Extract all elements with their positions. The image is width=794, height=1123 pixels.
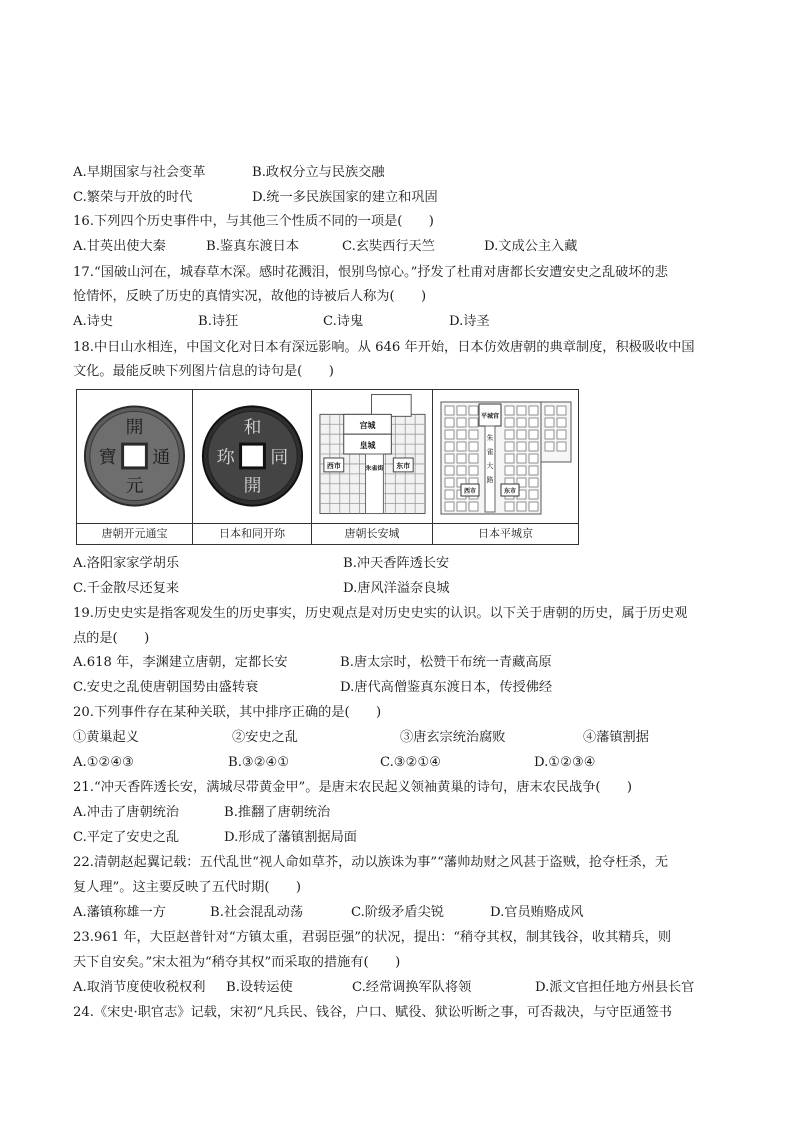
- q19-stem-line1: 19.历史史实是指客观发生的历史事实，历史观点是对历史史实的认识。以下关于唐朝的历史，属于历史观: [73, 606, 688, 621]
- q16-option-b: B.鉴真东渡日本: [206, 239, 300, 254]
- caption-changan: 唐朝长安城: [312, 523, 432, 544]
- changan-label-east-market: 东市: [396, 460, 411, 470]
- q15-option-d: D.统一多民族国家的建立和巩固: [252, 190, 438, 205]
- q20-item-2: ②安史之乱: [232, 730, 298, 745]
- figure-panel-heijo: [433, 390, 578, 544]
- q19-option-b: B.唐太宗时，松赞干布统一青藏高原: [340, 655, 552, 670]
- q23-option-a: A.取消节度使收税权利: [73, 980, 206, 995]
- coin2-char-left: 珎: [216, 446, 235, 468]
- caption-wado: 日本和同开珎: [193, 523, 311, 544]
- wado-coin-image: [193, 390, 311, 524]
- q24-stem-line1: 24.《宋史·职官志》记载，宋初“凡兵民、钱谷，户口、赋役、狱讼听断之事，可否裁决，与守臣通签书: [73, 1005, 672, 1020]
- heijo-map-image: [433, 390, 578, 524]
- q16-option-a: A.甘英出使大秦: [73, 239, 166, 254]
- heijo-label-west-market: 西市: [463, 488, 477, 495]
- coin1-char-left: 寶: [98, 446, 117, 468]
- q15-option-c: C.繁荣与开放的时代: [73, 190, 193, 205]
- q20-option-d: D.①②③④: [534, 755, 596, 770]
- q17-stem-line2: 怆情怀，反映了历史的真情实况，故他的诗被后人称为( ): [73, 289, 427, 304]
- coin2-char-top: 和: [243, 417, 262, 439]
- heijo-label-da: 大: [486, 462, 494, 470]
- q21-option-c: C.平定了安史之乱: [73, 830, 180, 845]
- q20-item-4: ④藩镇割据: [583, 730, 649, 745]
- q18-stem-line2: 文化。最能反映下列图片信息的诗句是( ): [73, 364, 334, 379]
- q19-stem-line2: 点的是( ): [73, 631, 150, 646]
- changan-label-palace: 宫城: [359, 421, 376, 431]
- q23-stem-line1: 23.961 年，大臣赵普针对“方镇太重，君弱臣强”的状况，提出：“稍夺其权，制其钱谷，收其精兵，则: [73, 930, 672, 945]
- q22-option-a: A.藩镇称雄一方: [73, 905, 166, 920]
- q23-option-c: C.经常调换军队将领: [352, 980, 472, 995]
- q20-item-1: ①黄巢起义: [73, 730, 139, 745]
- heijo-label-east-market: 东市: [503, 488, 517, 495]
- changan-label-zhuque: 朱雀街: [365, 464, 384, 472]
- q19-option-d: D.唐代高僧鉴真东渡日本，传授佛经: [340, 680, 553, 695]
- q23-stem-line2: 天下自安矣。”宋太祖为“稍夺其权”而采取的措施有( ): [73, 955, 401, 970]
- q18-option-a: A.洛阳家家学胡乐: [73, 556, 180, 571]
- q18-option-c: C.千金散尽还复来: [73, 581, 180, 596]
- caption-kaiyuan: 唐朝开元通宝: [77, 523, 192, 544]
- q22-option-b: B.社会混乱动荡: [210, 905, 304, 920]
- q17-option-c: C.诗鬼: [323, 314, 364, 329]
- coin1-char-right: 通: [152, 446, 171, 468]
- q16-option-c: C.玄奘西行天竺: [342, 239, 435, 254]
- q20-option-b: B.③②④①: [228, 755, 290, 770]
- q21-option-b: B.推翻了唐朝统治: [224, 805, 331, 820]
- coin2-char-right: 同: [270, 446, 289, 468]
- q18-option-b: B.冲天香阵透长安: [343, 556, 450, 571]
- changan-label-west-market: 西市: [326, 460, 341, 470]
- changan-map-image: [312, 390, 432, 524]
- q21-option-d: D.形成了藩镇割据局面: [224, 830, 357, 845]
- coin2-char-bottom: 開: [243, 475, 262, 497]
- q18-figure: [76, 389, 579, 545]
- q23-option-b: B.设转运使: [226, 980, 293, 995]
- q17-option-d: D.诗圣: [449, 314, 490, 329]
- q22-option-c: C.阶级矛盾尖锐: [351, 905, 444, 920]
- q23-option-d: D.派文官担任地方州县长官: [535, 980, 695, 995]
- q17-option-b: B.诗狂: [198, 314, 239, 329]
- coin1-char-bottom: 元: [125, 475, 144, 497]
- q20-option-c: C.③②①④: [380, 755, 442, 770]
- heijo-label-zhu: 朱: [486, 434, 494, 442]
- heijo-label-lu: 路: [486, 476, 494, 484]
- q17-stem-line1: 17.“国破山河在，城春草木深。感时花溅泪，恨别鸟惊心。”抒发了杜甫对唐都长安遭安史之乱破坏的悲: [73, 265, 668, 280]
- heijo-label-palace: 平城宫: [480, 413, 500, 420]
- q20-stem: 20.下列事件存在某种关联，其中排序正确的是( ): [73, 705, 382, 720]
- q20-item-3: ③唐玄宗统治腐败: [400, 730, 506, 745]
- coin1-char-top: 開: [125, 417, 144, 439]
- q21-option-a: A.冲击了唐朝统治: [73, 805, 180, 820]
- q16-stem: 16.下列四个历史事件中，与其他三个性质不同的一项是( ): [73, 214, 434, 229]
- kaiyuan-coin-image: [77, 390, 192, 524]
- figure-panel-changan: [312, 390, 433, 544]
- q22-stem-line1: 22.清朝赵起翼记载：五代乱世“视人命如草芥，动以族诛为事”“藩帅劫财之风甚于盗贼，抢夺枉杀，无: [73, 855, 669, 870]
- figure-panel-wado: [193, 390, 312, 544]
- q15-option-a: A.早期国家与社会变革: [73, 165, 206, 180]
- q19-option-a: A.618 年，李渊建立唐朝，定都长安: [73, 655, 288, 670]
- q19-option-c: C.安史之乱使唐朝国势由盛转衰: [73, 680, 259, 695]
- q20-option-a: A.①②④③: [73, 755, 135, 770]
- figure-panel-kaiyuan: [77, 390, 193, 544]
- q17-option-a: A.诗史: [73, 314, 114, 329]
- q18-stem-line1: 18.中日山水相连，中国文化对日本有深远影响。从 646 年开始，日本仿效唐朝的典章制度，积极吸收中国: [73, 340, 695, 355]
- heijo-label-que: 雀: [486, 448, 494, 456]
- caption-heijo: 日本平城京: [433, 523, 578, 544]
- q18-option-d: D.唐风洋溢奈良城: [343, 581, 450, 596]
- q22-option-d: D.官员贿赂成风: [490, 905, 584, 920]
- q15-option-b: B.政权分立与民族交融: [252, 165, 385, 180]
- changan-label-imperial: 皇城: [359, 441, 376, 451]
- q22-stem-line2: 复人理”。这主要反映了五代时期( ): [73, 880, 302, 895]
- q21-stem: 21.“冲天香阵透长安，满城尽带黄金甲”。是唐末农民起义领袖黄巢的诗句，唐末农民战争( ): [73, 780, 633, 795]
- q16-option-d: D.文成公主入藏: [484, 239, 578, 254]
